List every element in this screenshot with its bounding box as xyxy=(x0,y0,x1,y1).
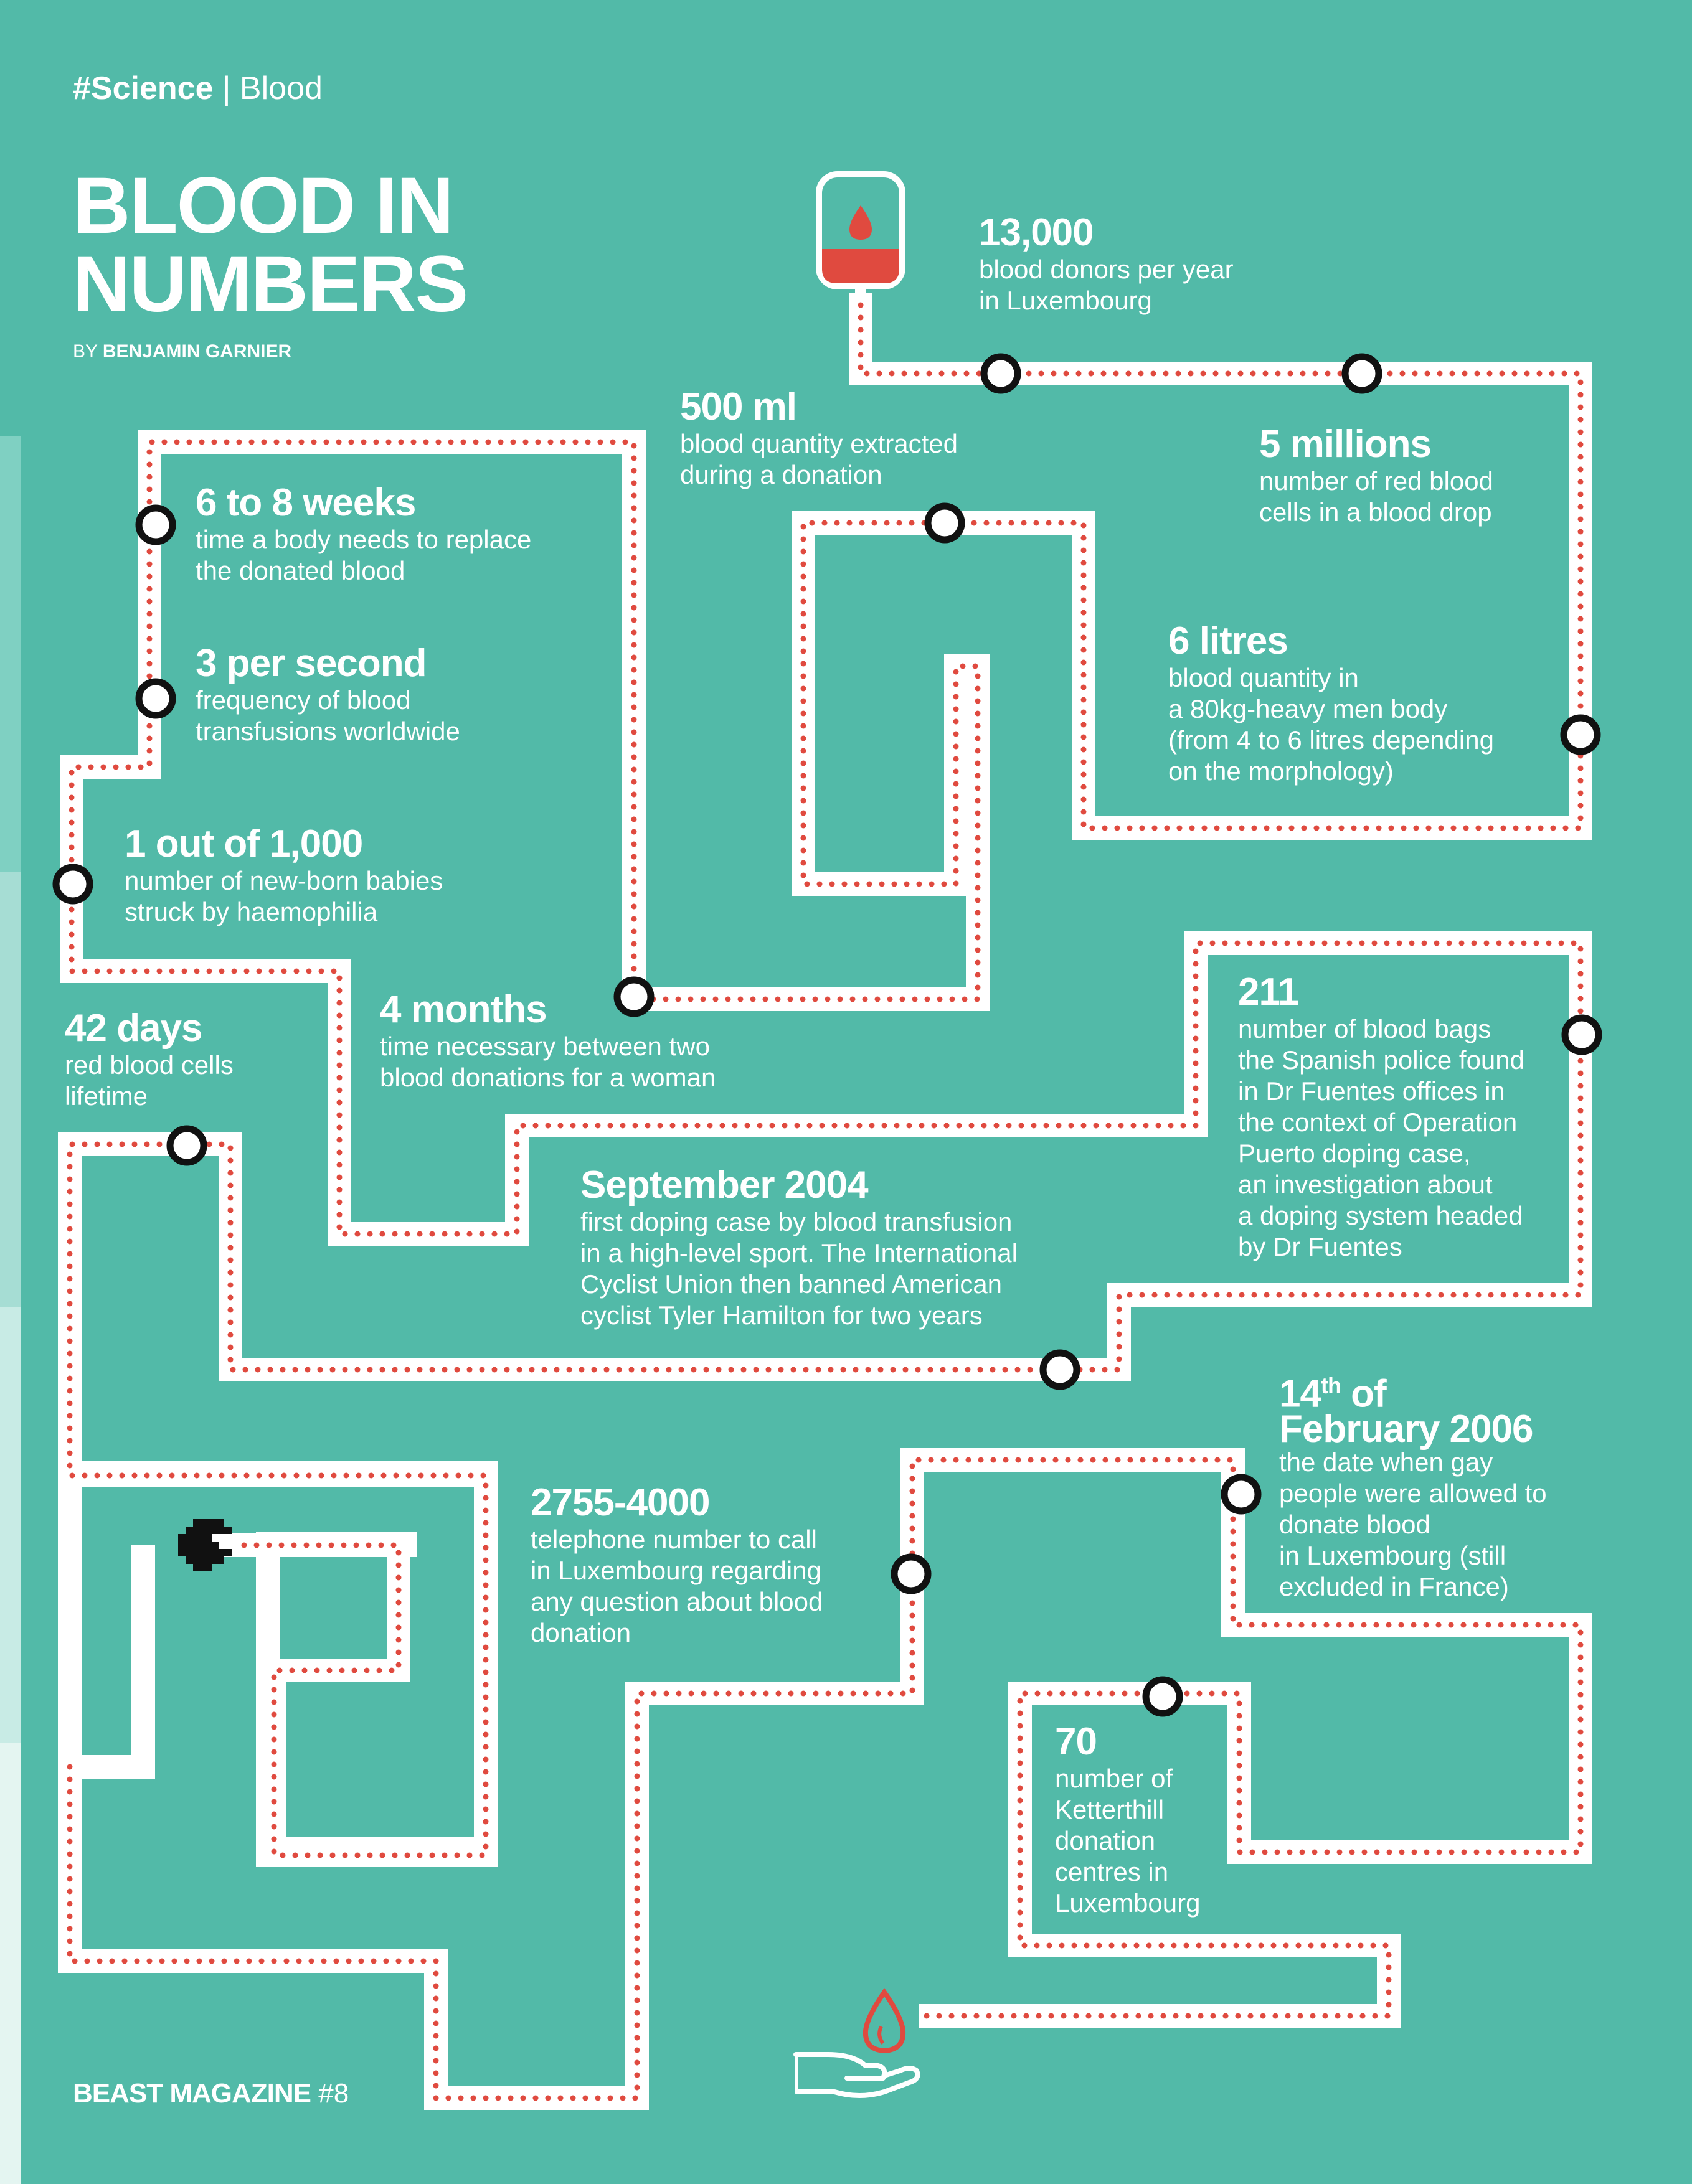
header-separator: | xyxy=(222,70,231,106)
fact-6-to-8-weeks xyxy=(196,482,531,586)
fact-description: number of blood bags the Spanish police found in Dr Fuentes offices in the context of Operation Puerto doping case, an investigation about a doping system headed by Dr Fuentes xyxy=(1238,1014,1525,1261)
magazine-name: BEAST MAGAZINE xyxy=(73,2078,311,2109)
fact-70 xyxy=(1055,1721,1200,1919)
fact-description: first doping case by blood transfusion in a high-level sport. The International Cyclist Union then banned American cyclist Tyler Hamilton for two years xyxy=(580,1207,1018,1330)
milestone-marker-2755-4000 xyxy=(894,1557,928,1591)
fact-5-millions xyxy=(1259,423,1493,528)
fact-number: 500 ml xyxy=(680,385,797,428)
fact-description: red blood cells lifetime xyxy=(65,1050,234,1111)
fact-3-per-second xyxy=(196,642,460,747)
fact-description: blood quantity extracted during a donation xyxy=(680,429,958,489)
fact-42-days xyxy=(65,1007,234,1112)
title-line-2: NUMBERS xyxy=(73,240,468,329)
fact-number: 5 millions xyxy=(1259,423,1431,466)
milestone-marker-211 xyxy=(1565,1018,1599,1052)
fact-number: 14th of February 2006 xyxy=(1279,1372,1533,1451)
topic-label: Blood xyxy=(239,70,323,106)
issue-number: #8 xyxy=(318,2078,349,2109)
fact-500-ml xyxy=(680,386,958,491)
fact-number: 6 to 8 weeks xyxy=(196,481,416,524)
fact-description: blood quantity in a 80kg-heavy men body (from 4 to 6 litres depending on the morphology) xyxy=(1168,663,1494,786)
fact-description: time a body needs to replace the donated blood xyxy=(196,525,532,585)
milestone-marker-1-out-of-1000 xyxy=(56,867,90,901)
fact-number: September 2004 xyxy=(580,1164,868,1207)
milestone-marker-6-to-8-weeks xyxy=(139,508,173,542)
fact-description: frequency of blood transfusions worldwide xyxy=(196,685,460,746)
author-name: BENJAMIN GARNIER xyxy=(102,341,292,362)
milestone-marker-september-2004 xyxy=(1043,1353,1077,1386)
fact-description: time necessary between two blood donations for a woman xyxy=(380,1032,716,1092)
milestone-marker-42-days xyxy=(170,1129,204,1162)
fact-september-2004 xyxy=(580,1164,1018,1331)
fact-number: 1 out of 1,000 xyxy=(125,822,363,865)
fact-211 xyxy=(1238,971,1524,1263)
fact-2755-4000 xyxy=(531,1482,823,1649)
fact-description: the date when gay people were allowed to donate blood in Luxembourg (still excluded in France) xyxy=(1279,1447,1547,1601)
category-label: #Science xyxy=(73,70,214,106)
milestone-marker-5-millions xyxy=(1345,357,1379,390)
fact-number: 4 months xyxy=(380,988,547,1031)
fact-13000 xyxy=(979,212,1234,316)
fact-description: telephone number to call in Luxembourg regarding any question about blood donation xyxy=(531,1525,823,1647)
fact-number: 3 per second xyxy=(196,642,427,685)
fact-6-litres xyxy=(1168,620,1494,787)
byline-prefix: BY xyxy=(73,341,98,362)
fact-1-out-of-1000 xyxy=(125,823,443,928)
fact-4-months xyxy=(380,989,716,1093)
milestone-marker-70 xyxy=(1146,1680,1179,1713)
milestone-marker-500-ml xyxy=(928,506,962,540)
title-line-1: BLOOD IN xyxy=(73,161,453,250)
milestone-marker-3-per-second xyxy=(139,682,173,715)
fact-number: 42 days xyxy=(65,1007,202,1050)
fact-number: 2755-4000 xyxy=(531,1481,710,1524)
milestone-marker-6-litres xyxy=(1564,718,1597,751)
fact-number: 211 xyxy=(1238,971,1299,1014)
blood-bag-icon xyxy=(819,174,902,299)
fact-description: number of Ketterthill donation centres in Luxembourg xyxy=(1055,1764,1201,1918)
fact-description: number of red blood cells in a blood drop xyxy=(1259,466,1493,527)
fact-number: 6 litres xyxy=(1168,619,1288,662)
milestone-marker-february-2006 xyxy=(1224,1477,1258,1511)
ordinal-suffix: th xyxy=(1320,1373,1341,1398)
fact-description: number of new-born babies struck by haemophilia xyxy=(125,866,443,926)
fact-number: 13,000 xyxy=(979,211,1094,254)
fact-description: blood donors per year in Luxembourg xyxy=(979,255,1234,315)
fact-february-2006 xyxy=(1279,1368,1547,1603)
hand-blood-drop-icon xyxy=(795,1992,918,2096)
milestone-marker-13000 xyxy=(984,357,1018,390)
fact-number: 70 xyxy=(1055,1720,1097,1763)
magazine-footer xyxy=(73,2078,349,2109)
